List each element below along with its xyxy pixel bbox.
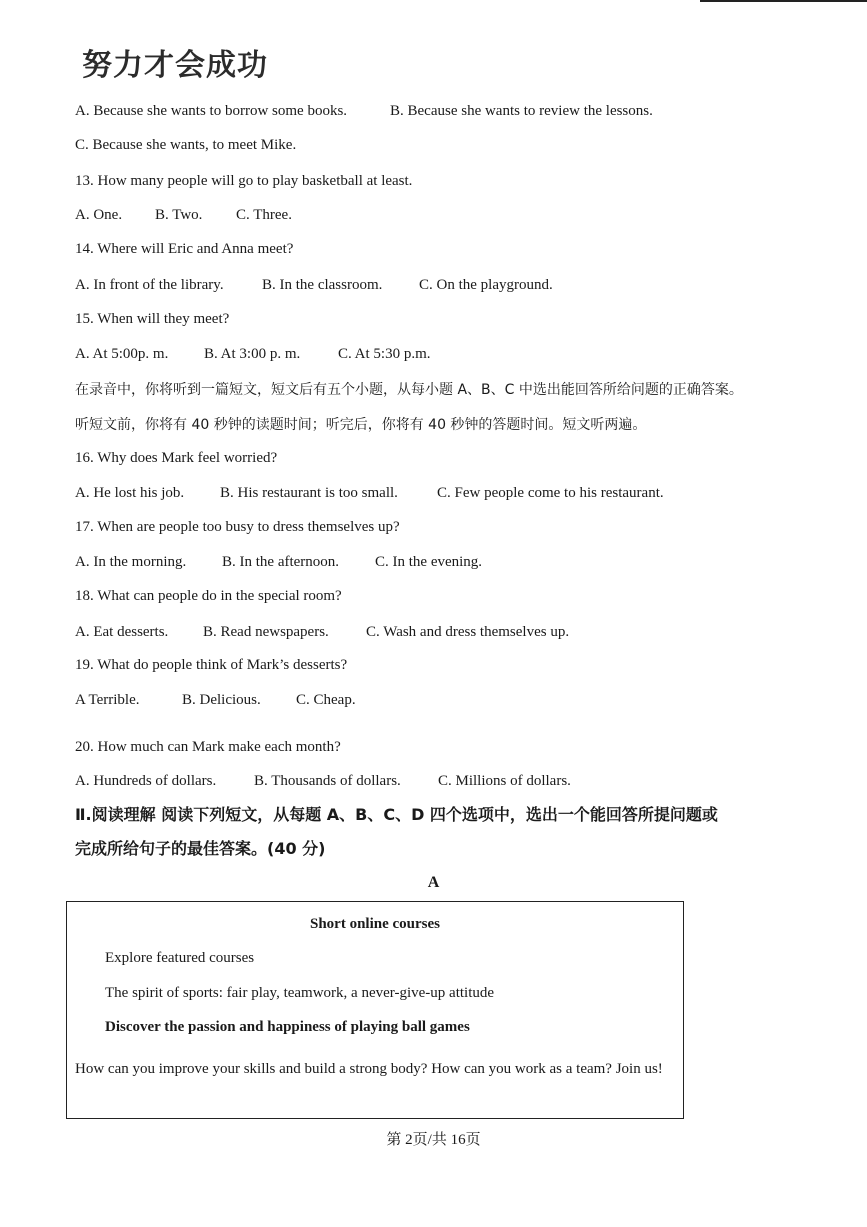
passage-subheading: Discover the passion and happiness of playing ball games (105, 1019, 470, 1035)
q20-option-a: A. Hundreds of dollars. (75, 773, 217, 789)
q16-option-a: A. He lost his job. (75, 485, 185, 501)
q17-question: 17. When are people too busy to dress themselves up? (75, 519, 400, 535)
q12-option-a: A. Because she wants to borrow some books. (75, 103, 348, 119)
section-2-heading-line2: 完成所给句子的最佳答案。(40 分) (75, 839, 326, 858)
q17-option-b: B. In the afternoon. (222, 554, 340, 570)
q16-option-c: C. Few people come to his restaurant. (437, 485, 664, 501)
q19-option-c: C. Cheap. (296, 692, 356, 708)
listening-instructions-line2: 听短文前，你将有 40 秒钟的读题时间；听完后，你将有 40 秒钟的答题时间。短文听两遍。 (75, 417, 647, 433)
q16-option-b: B. His restaurant is too small. (220, 485, 398, 501)
q15-option-c: C. At 5:30 p.m. (338, 346, 431, 362)
section-2-heading-line1: Ⅱ.阅读理解 阅读下列短文，从每题 A、B、C、D 四个选项中，选出一个能回答所提问题或 (75, 805, 718, 824)
passage-title: Short online courses (309, 916, 440, 932)
q20-option-c: C. Millions of dollars. (438, 773, 571, 789)
passage-label: A (427, 874, 440, 891)
q19-option-b: B. Delicious. (182, 692, 261, 708)
passage-box (66, 901, 684, 1119)
q13-option-b: B. Two. (155, 207, 203, 223)
page-footer: 第 2页/共 16页 (386, 1132, 481, 1148)
q18-option-a: A. Eat desserts. (75, 624, 169, 640)
q20-option-b: B. Thousands of dollars. (254, 773, 401, 789)
q18-option-b: B. Read newspapers. (203, 624, 329, 640)
q14-option-b: B. In the classroom. (262, 277, 383, 293)
q19-question: 19. What do people think of Mark’s desserts? (75, 657, 348, 673)
q13-option-a: A. One. (75, 207, 123, 223)
passage-line-explore: Explore featured courses (105, 950, 255, 966)
top-edge-rule (700, 0, 867, 2)
q12-option-c: C. Because she wants, to meet Mike. (75, 137, 297, 153)
q14-question: 14. Where will Eric and Anna meet? (75, 241, 294, 257)
q18-question: 18. What can people do in the special room? (75, 588, 342, 604)
q15-option-b: B. At 3:00 p. m. (204, 346, 301, 362)
q15-question: 15. When will they meet? (75, 311, 230, 327)
passage-paragraph: How can you improve your skills and build a strong body? How can you work as a team? Join us! (75, 1061, 663, 1077)
q12-option-b: B. Because she wants to review the lessons. (390, 103, 653, 119)
q16-question: 16. Why does Mark feel worried? (75, 450, 278, 466)
q17-option-c: C. In the evening. (375, 554, 483, 570)
q19-option-a: A Terrible. (75, 692, 140, 708)
q14-option-c: C. On the playground. (419, 277, 553, 293)
q13-question: 13. How many people will go to play basketball at least. (75, 173, 413, 189)
q18-option-c: C. Wash and dress themselves up. (366, 624, 570, 640)
q15-option-a: A. At 5:00p. m. (75, 346, 169, 362)
listening-instructions-line1: 在录音中，你将听到一篇短文，短文后有五个小题，从每小题 A、B、C 中选出能回答所给问题的正确答案。 (75, 382, 743, 398)
q17-option-a: A. In the morning. (75, 554, 187, 570)
watermark-slogan: 努力才会成功 (82, 48, 268, 83)
passage-line-spirit: The spirit of sports: fair play, teamwork, a never-give-up attitude (105, 985, 495, 1001)
q20-question: 20. How much can Mark make each month? (75, 739, 341, 755)
q14-option-a: A. In front of the library. (75, 277, 224, 293)
q13-option-c: C. Three. (236, 207, 292, 223)
